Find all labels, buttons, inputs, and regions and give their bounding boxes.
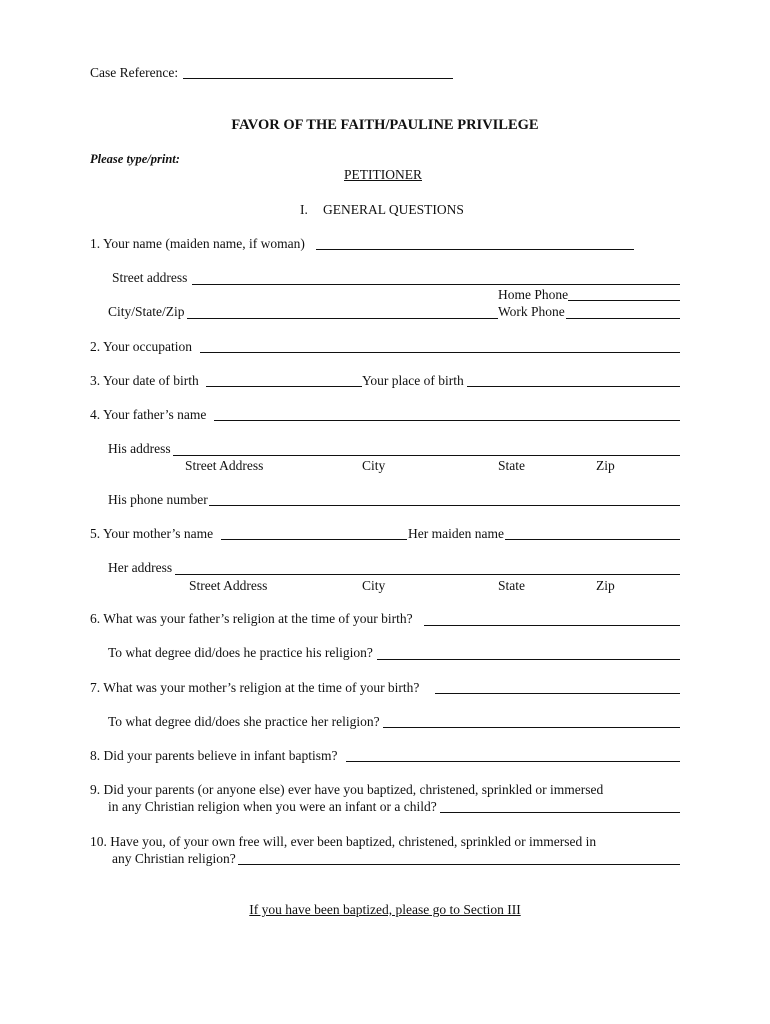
q5-address-label: Her address — [108, 560, 173, 575]
q1-city-label: City/State/Zip — [108, 304, 185, 319]
q5-maiden-label: Her maiden name — [408, 526, 504, 541]
q1-home-phone-field[interactable] — [568, 300, 680, 301]
q4-father-name-field[interactable] — [214, 420, 680, 421]
q2-occupation-field[interactable] — [200, 352, 680, 353]
instruction-text: Please type/print: — [90, 152, 180, 166]
q3-place-field[interactable] — [467, 386, 680, 387]
q10-line2: any Christian religion? — [112, 851, 236, 866]
q3-dob-label: 3. Your date of birth — [90, 373, 199, 388]
q5-mother-name-label: 5. Your mother’s name — [90, 526, 214, 541]
q4-sub-zip: Zip — [596, 458, 615, 473]
q8-infant-baptism-field[interactable] — [346, 761, 680, 762]
q4-phone-label: His phone number — [108, 492, 208, 507]
q4-sub-street: Street Address — [185, 458, 264, 473]
q9-field[interactable] — [440, 812, 680, 813]
q5-sub-state: State — [498, 578, 525, 593]
q9-line2: in any Christian religion when you were an infant or a child? — [108, 799, 437, 814]
q1-name-field[interactable] — [316, 249, 634, 250]
q7-degree-field[interactable] — [383, 727, 680, 728]
q5-address-field[interactable] — [175, 574, 680, 575]
q10-line1: 10. Have you, of your own free will, ever been baptized, christened, sprinkled or immersed in — [90, 834, 597, 849]
q1-work-phone-label: Work Phone — [498, 304, 565, 319]
q5-sub-street: Street Address — [189, 578, 268, 593]
q4-phone-field[interactable] — [209, 505, 680, 506]
q6-degree-label: To what degree did/does he practice his religion? — [108, 645, 373, 660]
q10-field[interactable] — [238, 864, 680, 865]
q1-city-field[interactable] — [187, 318, 498, 319]
form-title: FAVOR OF THE FAITH/PAULINE PRIVILEGE — [231, 117, 539, 133]
section-number: I. — [300, 202, 308, 217]
q3-place-label: Your place of birth — [362, 373, 464, 388]
q9-line1: 9. Did your parents (or anyone else) ever have you baptized, christened, sprinkled or immersed — [90, 782, 604, 797]
q5-mother-name-field[interactable] — [221, 539, 407, 540]
q1-name-label: 1. Your name (maiden name, if woman) — [90, 236, 305, 251]
case-reference-label: Case Reference: — [90, 65, 179, 80]
q4-father-name-label: 4. Your father’s name — [90, 407, 207, 422]
q1-street-field[interactable] — [192, 284, 680, 285]
q2-occupation-label: 2. Your occupation — [90, 339, 192, 354]
q7-degree-label: To what degree did/does she practice her religion? — [108, 714, 380, 729]
q5-maiden-field[interactable] — [505, 539, 680, 540]
q4-address-field[interactable] — [173, 455, 680, 456]
case-reference-field[interactable] — [183, 78, 453, 79]
q1-work-phone-field[interactable] — [566, 318, 680, 319]
q7-mother-religion-label: 7. What was your mother’s religion at the time of your birth? — [90, 680, 420, 695]
q4-sub-state: State — [498, 458, 525, 473]
q5-sub-zip: Zip — [596, 578, 615, 593]
q1-street-label: Street address — [112, 270, 188, 285]
footer-note: If you have been baptized, please go to Section III — [249, 902, 521, 917]
q1-home-phone-label: Home Phone — [498, 287, 569, 302]
q6-father-religion-field[interactable] — [424, 625, 680, 626]
q7-mother-religion-field[interactable] — [435, 693, 680, 694]
q4-address-label: His address — [108, 441, 171, 456]
q6-father-religion-label: 6. What was your father’s religion at the time of your birth? — [90, 611, 413, 626]
petitioner-heading: PETITIONER — [344, 167, 422, 182]
q3-dob-field[interactable] — [206, 386, 362, 387]
q8-infant-baptism-label: 8. Did your parents believe in infant baptism? — [90, 748, 338, 763]
q4-sub-city: City — [362, 458, 386, 473]
section-title: GENERAL QUESTIONS — [323, 202, 464, 217]
q5-sub-city: City — [362, 578, 386, 593]
q6-degree-field[interactable] — [377, 659, 680, 660]
